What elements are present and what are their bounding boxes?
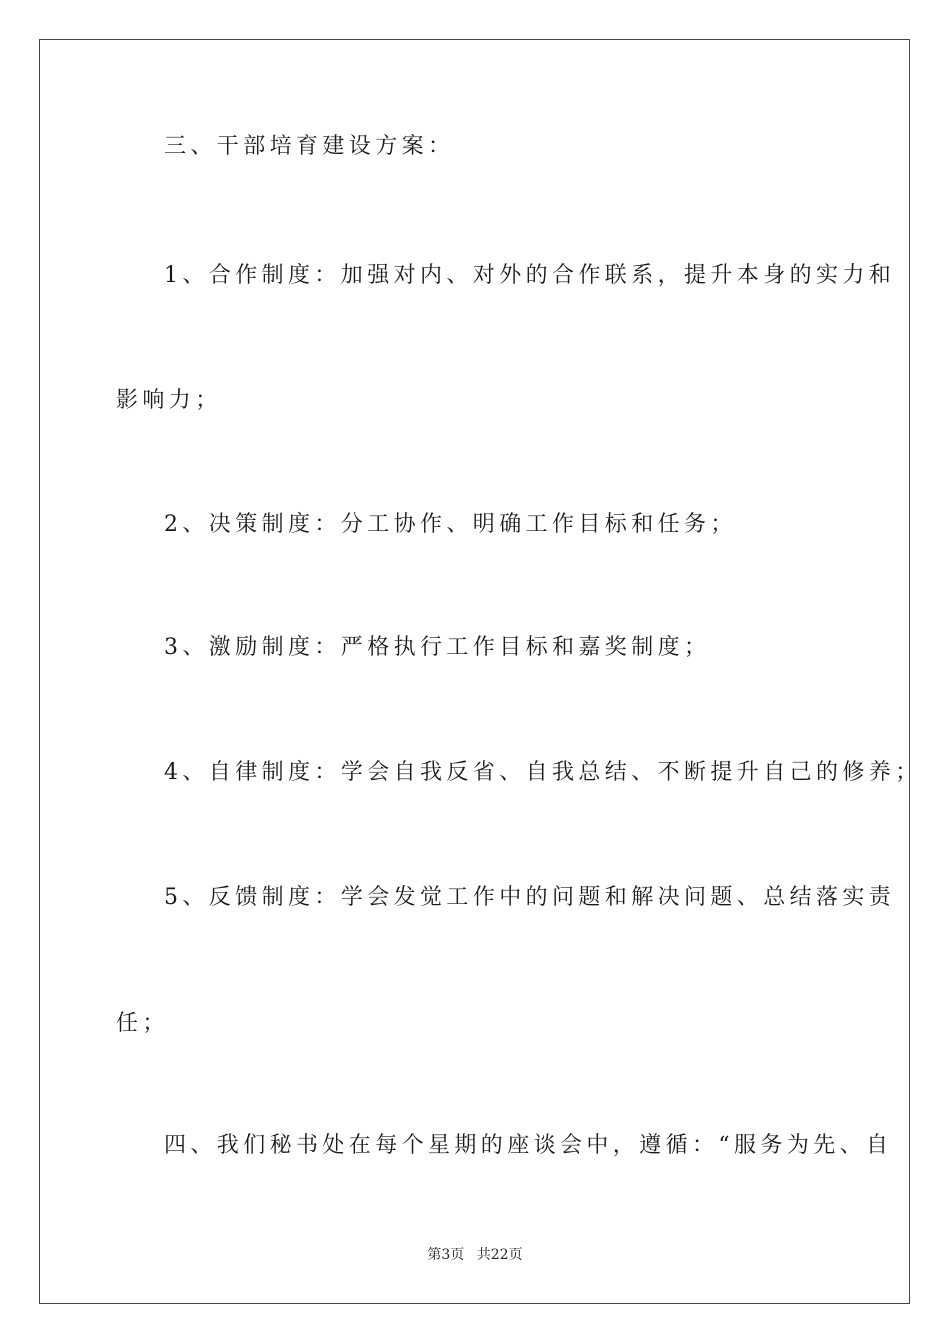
section-heading-four: 四、我们秘书处在每个星期的座谈会中，遵循：“服务为先、自 (164, 1133, 893, 1158)
list-item-decision: 2、决策制度：分工协作、明确工作目标和任务； (164, 512, 737, 537)
list-item-feedback: 5、反馈制度：学会发觉工作中的问题和解决问题、总结落实责 (164, 885, 896, 910)
list-item-cooperation: 1、合作制度：加强对内、对外的合作联系，提升本身的实力和 (164, 263, 896, 288)
section-heading-three: 三、干部培育建设方案： (164, 134, 455, 159)
list-item-cooperation-continued: 影响力； (116, 388, 222, 413)
page-footer (0, 1245, 950, 1265)
list-item-incentive: 3、激励制度：严格执行工作目标和嘉奖制度； (164, 635, 711, 660)
page-number-total: 共22页 (476, 1247, 523, 1263)
list-item-feedback-continued: 任； (116, 1011, 169, 1036)
page-number-current: 第3页 (427, 1247, 465, 1263)
list-item-self-discipline: 4、自律制度：学会自我反省、自我总结、不断提升自己的修养； (164, 760, 922, 785)
page-border (39, 39, 910, 1304)
